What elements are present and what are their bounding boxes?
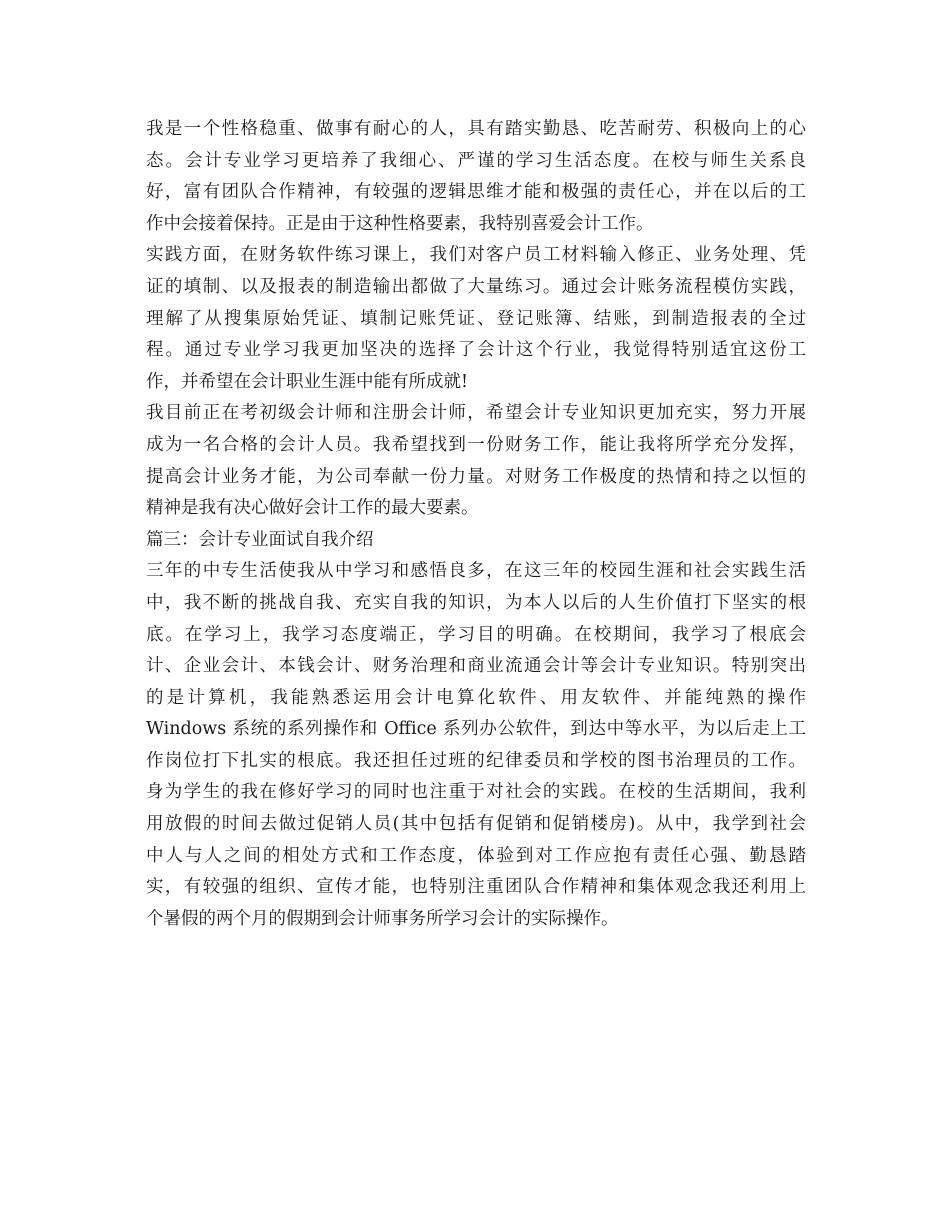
text-line: 底。在学习上，我学习态度端正，学习目的明确。在校期间，我学习了根底会: [146, 624, 806, 645]
text-line: 的是计算机，我能熟悉运用会计电算化软件、用友软件、并能纯熟的操作: [146, 687, 806, 708]
text-line: 作中会接着保持。正是由于这种性格要素，我特别喜爱会计工作。: [146, 213, 654, 234]
document-body: [146, 114, 806, 935]
text-line: 中，我不断的挑战自我、充实自我的知识，为本人以后的人生价值打下坚实的根: [146, 592, 806, 613]
text-line: 作，并希望在会计职业生涯中能有所成就!: [146, 371, 469, 392]
text-line: 提高会计业务才能，为公司奉献一份力量。对财务工作极度的热情和持之以恒的: [146, 466, 806, 487]
text-line: 好，富有团队合作精神，有较强的逻辑思维才能和极强的责任心，并在以后的工: [146, 182, 806, 203]
text-line: 理解了从搜集原始凭证、填制记账凭证、登记账簿、结账，到制造报表的全过: [146, 308, 806, 329]
text-line: 态。会计专业学习更培养了我细心、严谨的学习生活态度。在校与师生关系良: [146, 150, 806, 171]
text-line: 身为学生的我在修好学习的同时也注重于对社会的实践。在校的生活期间，我利: [146, 782, 806, 803]
text-line: 成为一名合格的会计人员。我希望找到一份财务工作，能让我将所学充分发挥，: [146, 434, 806, 455]
text-line: 三年的中专生活使我从中学习和感悟良多，在这三年的校园生涯和社会实践生活: [146, 561, 806, 582]
text-line: 我是一个性格稳重、做事有耐心的人，具有踏实勤恳、吃苦耐劳、积极向上的心: [146, 119, 806, 139]
text-line: 中人与人之间的相处方式和工作态度，体验到对工作应抱有责任心强、勤恳踏: [146, 845, 806, 866]
text-line: 程。通过专业学习我更加坚决的选择了会计这个行业，我觉得特别适宜这份工: [146, 340, 806, 361]
text-line: 实，有较强的组织、宣传才能，也特别注重团队合作精神和集体观念我还利用上: [146, 877, 806, 898]
text-line: Windows 系统的系列操作和 Office 系列办公软件，到达中等水平，为以后走上工: [146, 719, 806, 740]
text-line: 个暑假的两个月的假期到会计师事务所学习会计的实际操作。: [146, 908, 619, 929]
text-line: 我目前正在考初级会计师和注册会计师，希望会计专业知识更加充实，努力开展: [146, 403, 806, 424]
text-line: 实践方面，在财务软件练习课上，我们对客户员工材料输入修正、业务处理、凭: [146, 245, 806, 266]
text-line: 证的填制、以及报表的制造输出都做了大量练习。通过会计账务流程模仿实践，: [146, 276, 806, 297]
section-heading: 篇三：会计专业面试自我介绍: [146, 529, 374, 550]
text-line: 用放假的时间去做过促销人员(其中包括有促销和促销楼房)。从中，我学到社会: [146, 814, 806, 835]
text-line: 作岗位打下扎实的根底。我还担任过班的纪律委员和学校的图书治理员的工作。: [146, 750, 806, 771]
text-line: 计、企业会计、本钱会计、财务治理和商业流通会计等会计专业知识。特别突出: [146, 656, 806, 677]
text-line: 精神是我有决心做好会计工作的最大要素。: [146, 498, 479, 519]
